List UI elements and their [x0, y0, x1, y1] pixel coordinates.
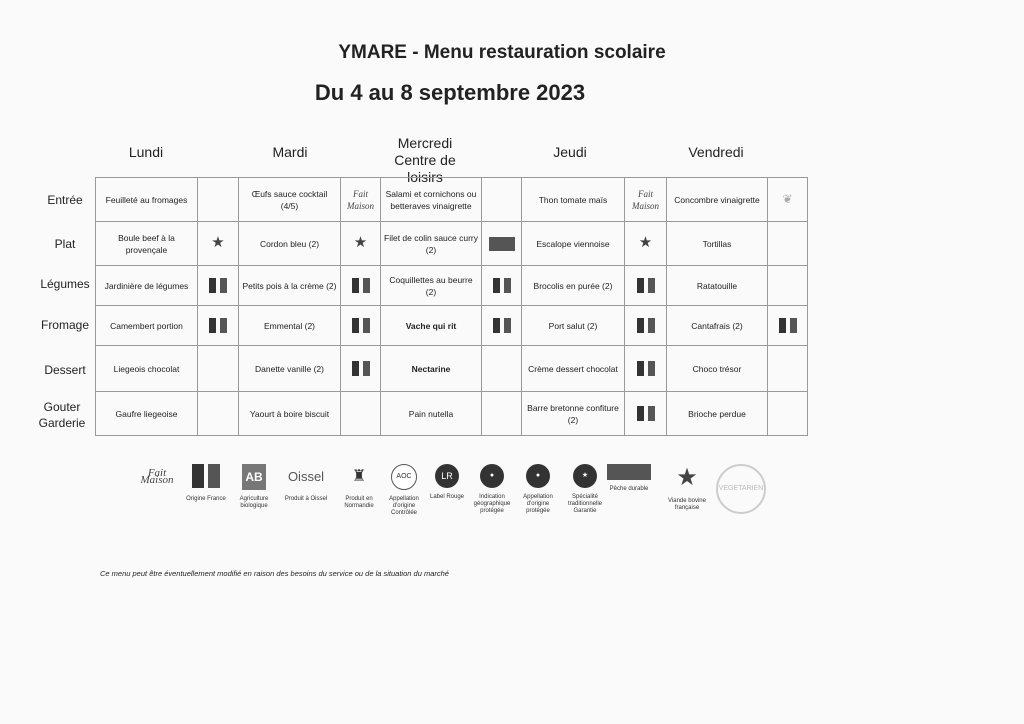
fait-maison-icon: Fait Maison [632, 188, 659, 211]
menu-cell-icons [482, 222, 522, 266]
legend-viande-bovine: ★ Viande bovine française [664, 464, 710, 512]
menu-cell-icons [768, 178, 808, 222]
origine-france-flag-icon [777, 320, 799, 330]
menu-cell: Liegeois chocolat [96, 346, 198, 392]
menu-cell: Yaourt à boire biscuit [239, 392, 341, 436]
day-header-mercredi: Mercredi Centre de loisirs [394, 135, 456, 185]
menu-cell-icons [198, 306, 239, 346]
menu-row-gouter [96, 392, 808, 436]
menu-cell-icons [198, 266, 239, 306]
origine-france-flag-icon [491, 280, 513, 290]
viande-bovine-francaise-icon: ★ [638, 234, 653, 251]
menu-cell: Tortillas [667, 222, 768, 266]
menu-cell: Boule beef à la provençale [96, 222, 198, 266]
menu-cell: Emmental (2) [239, 306, 341, 346]
menu-cell: Choco trésor [667, 346, 768, 392]
menu-cell-icons [341, 222, 381, 266]
menu-cell: Barre bretonne confiture (2) [522, 392, 625, 436]
ab-icon: AB [242, 464, 266, 490]
menu-row-plat [96, 222, 808, 266]
menu-cell: Ratatouille [667, 266, 768, 306]
day-header-vendredi: Vendredi [688, 144, 744, 160]
menu-cell: Danette vanille (2) [239, 346, 341, 392]
vegetarien-icon: ❦ [782, 192, 793, 206]
menu-cell-icons [625, 346, 667, 392]
origine-france-flag-icon [350, 363, 372, 373]
menu-cell-icons [198, 392, 239, 436]
legend-label-rouge: LR Label Rouge [428, 464, 466, 501]
menu-cell: Crème dessert chocolat [522, 346, 625, 392]
legend-normandie: ♜ Produit en Normandie [338, 464, 380, 510]
origine-france-flag-icon [207, 280, 229, 290]
menu-cell-icons [768, 346, 808, 392]
menu-cell: Escalope viennoise [522, 222, 625, 266]
menu-cell-icons [198, 346, 239, 392]
day-header-jeudi: Jeudi [553, 144, 587, 160]
vegetarien-icon: VEGETARIEN [716, 464, 766, 514]
legend-peche-durable: Pêche durable [604, 464, 654, 493]
menu-cell: Pain nutella [381, 392, 482, 436]
menu-cell-icons [482, 306, 522, 346]
origine-france-flag-icon [350, 280, 372, 290]
menu-cell: Gaufre liegeoise [96, 392, 198, 436]
menu-cell: Cantafrais (2) [667, 306, 768, 346]
menu-cell: Port salut (2) [522, 306, 625, 346]
menu-cell-icons [482, 178, 522, 222]
menu-cell: Thon tomate maïs [522, 178, 625, 222]
menu-cell-icons [341, 178, 381, 222]
menu-cell-icons [198, 222, 239, 266]
fait-maison-icon: Fait Maison [347, 188, 374, 211]
menu-cell: Brioche perdue [667, 392, 768, 436]
peche-durable-icon [607, 464, 651, 480]
menu-cell: Nectarine [381, 346, 482, 392]
legend-agriculture-bio: AB Agriculture biologique [232, 464, 276, 510]
menu-cell-icons [341, 266, 381, 306]
origine-france-flag-icon [491, 320, 513, 330]
disclaimer-note: Ce menu peut être éventuellement modifié en raison des besoins du service ou de la situation du marché [100, 569, 449, 578]
menu-cell: Brocolis en purée (2) [522, 266, 625, 306]
viande-bovine-francaise-icon: ★ [211, 234, 225, 251]
menu-cell-icons [768, 392, 808, 436]
menu-cell: Concombre vinaigrette [667, 178, 768, 222]
menu-cell: Œufs sauce cocktail (4/5) [239, 178, 341, 222]
row-label-gouter: Gouter Garderie [38, 400, 86, 430]
legend-igp: ● Indication géographique protégée [470, 464, 514, 515]
menu-cell-icons [482, 346, 522, 392]
menu-cell: Petits pois à la crème (2) [239, 266, 341, 306]
menu-cell: Coquillettes au beurre (2) [381, 266, 482, 306]
menu-cell-icons [625, 392, 667, 436]
menu-table [95, 177, 808, 436]
origine-france-flag-icon [182, 464, 230, 490]
page-subtitle: Du 4 au 8 septembre 2023 [314, 80, 586, 105]
origine-france-flag-icon [635, 320, 657, 330]
menu-cell-icons [768, 306, 808, 346]
row-label-plat: Plat [54, 237, 76, 251]
menu-cell-icons [341, 306, 381, 346]
menu-cell: Cordon bleu (2) [239, 222, 341, 266]
legend-stg: ★ Spécialité traditionnelle Garantie [560, 464, 610, 515]
legend-aop: ● Appellation d'origine protégée [516, 464, 560, 515]
menu-cell-icons [198, 178, 239, 222]
row-label-entree: Entrée [47, 193, 83, 207]
viande-bovine-francaise-icon: ★ [353, 234, 368, 251]
origine-france-flag-icon [207, 320, 229, 330]
menu-cell: Jardinière de légumes [96, 266, 198, 306]
legend-oissel: Oissel Produit à Oissel [280, 464, 332, 503]
fait-maison-icon: Fait Maison [140, 467, 174, 486]
menu-cell: Vache qui rit [381, 306, 482, 346]
origine-france-flag-icon [350, 320, 372, 330]
legend-vegetarien [714, 464, 768, 520]
menu-cell: Camembert portion [96, 306, 198, 346]
origine-france-flag-icon [635, 280, 657, 290]
row-label-fromage: Fromage [40, 318, 90, 332]
origine-france-flag-icon [635, 408, 657, 418]
menu-cell-icons [482, 266, 522, 306]
row-label-dessert: Dessert [44, 363, 86, 377]
menu-row-dessert [96, 346, 808, 392]
menu-cell-icons [625, 222, 667, 266]
menu-cell-icons [625, 178, 667, 222]
menu-cell: Feuilleté au fromages [96, 178, 198, 222]
day-header-mardi: Mardi [272, 144, 308, 160]
page-title: YMARE - Menu restauration scolaire [338, 42, 666, 63]
row-label-legumes: Légumes [40, 277, 90, 291]
normandie-icon: ♜ [351, 468, 367, 485]
menu-cell-icons [768, 222, 808, 266]
stg-icon: ★ [573, 464, 597, 488]
menu-row-fromage [96, 306, 808, 346]
menu-row-entree [96, 178, 808, 222]
menu-cell: Salami et cornichons ou betteraves vinaigrette [381, 178, 482, 222]
legend-origine-france: Origine France [182, 464, 230, 503]
menu-row-legumes [96, 266, 808, 306]
label-rouge-icon: LR [435, 464, 459, 488]
peche-durable-icon [489, 237, 515, 251]
viande-bovine-francaise-icon: ★ [676, 464, 698, 491]
menu-cell-icons [625, 266, 667, 306]
menu-cell-icons [768, 266, 808, 306]
legend [100, 464, 820, 554]
aop-icon: ● [526, 464, 550, 488]
legend-aoc: AOC Appellation d'origine Contrôlée [382, 464, 426, 517]
menu-cell-icons [625, 306, 667, 346]
menu-cell-icons [341, 392, 381, 436]
oissel-logo-icon: Oissel [287, 469, 325, 484]
origine-france-flag-icon [635, 363, 657, 373]
legend-fait-maison [132, 464, 182, 490]
aoc-icon: AOC [391, 464, 417, 490]
menu-cell-icons [341, 346, 381, 392]
day-header-lundi: Lundi [128, 144, 164, 160]
menu-cell: Filet de colin sauce curry (2) [381, 222, 482, 266]
menu-cell-icons [482, 392, 522, 436]
igp-icon: ● [480, 464, 504, 488]
